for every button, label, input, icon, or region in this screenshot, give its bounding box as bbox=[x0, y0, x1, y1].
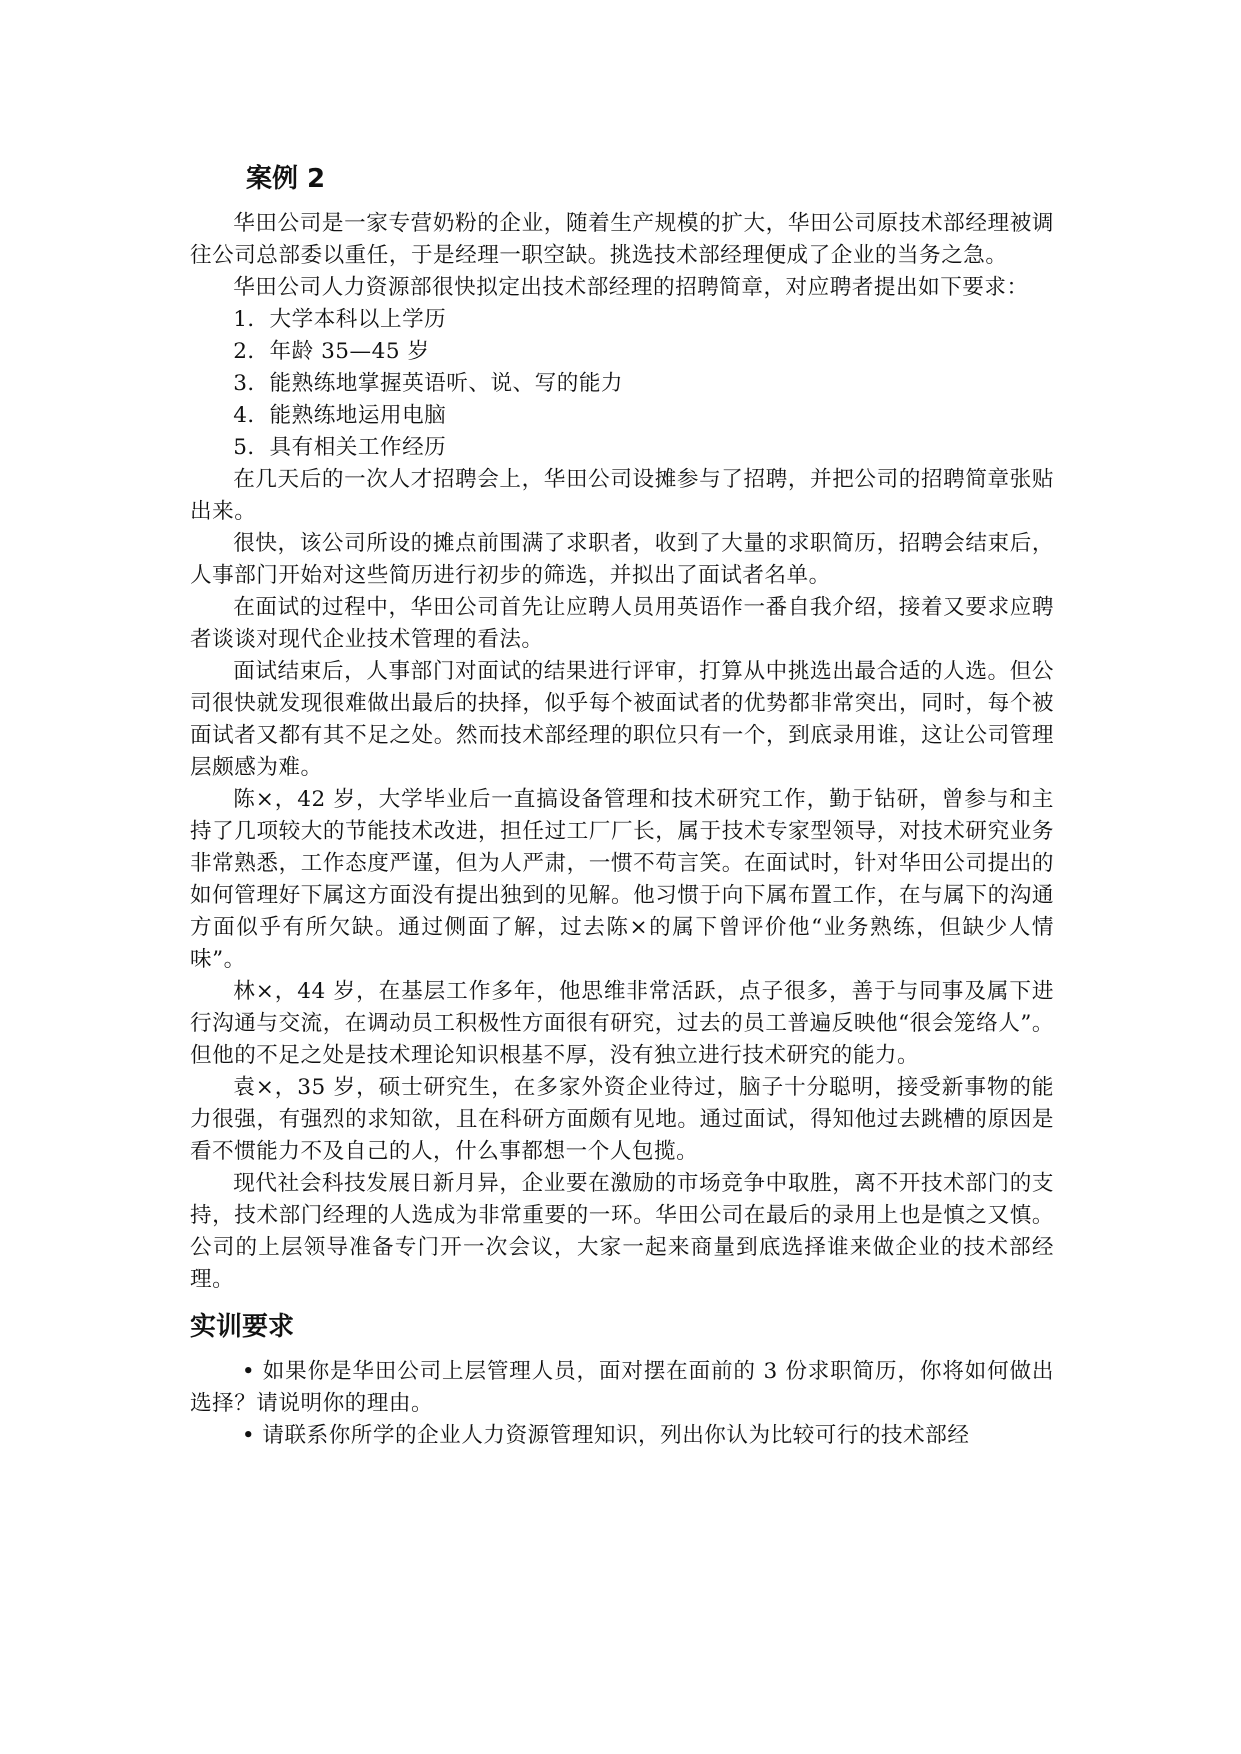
requirement-item: 4．能熟练地运用电脑 bbox=[233, 403, 447, 428]
body-paragraph: 面试结束后，人事部门对面试的结果进行评审，打算从中挑选出最合适的人选。但公司很快就发现很难做出最后的抉择，似乎每个被面试者的优势都非常突出，同时，每个被面试者又都有其不足之处。然而技术部经理的职位只有一个，到底录用谁，这让公司管理层颇感为难。 bbox=[190, 659, 1054, 780]
intro-paragraph: 华田公司人力资源部很快拟定出技术部经理的招聘简章，对应聘者提出如下要求： bbox=[233, 275, 1029, 300]
task-item: • 请联系你所学的企业人力资源管理知识，列出你认为比较可行的技术部经 bbox=[241, 1423, 970, 1448]
intro-paragraph: 华田公司是一家专营奶粉的企业，随着生产规模的扩大，华田公司原技术部经理被调往公司总部委以重任，于是经理一职空缺。挑选技术部经理便成了企业的当务之急。 bbox=[190, 211, 1054, 268]
body-paragraph: 在几天后的一次人才招聘会上，华田公司设摊参与了招聘，并把公司的招聘简章张贴出来。 bbox=[190, 467, 1054, 524]
case-title: 案例 2 bbox=[246, 164, 326, 194]
body-paragraph: 袁×，35 岁，硕士研究生，在多家外资企业待过，脑子十分聪明，接受新事物的能力很强，有强烈的求知欲，且在科研方面颇有见地。通过面试，得知他过去跳槽的原因是看不惯能力不及自己的人，什么事都想一个人包揽。 bbox=[190, 1075, 1054, 1164]
task-item: • 如果你是华田公司上层管理人员，面对摆在面前的 3 份求职简历，你将如何做出选择？请说明你的理由。 bbox=[190, 1359, 1054, 1416]
body-paragraph: 很快，该公司所设的摊点前围满了求职者，收到了大量的求职简历，招聘会结束后，人事部门开始对这些简历进行初步的筛选，并拟出了面试者名单。 bbox=[190, 531, 1054, 588]
document-page bbox=[190, 160, 1054, 1452]
body-paragraph: 陈×，42 岁，大学毕业后一直搞设备管理和技术研究工作，勤于钻研，曾参与和主持了几项较大的节能技术改进，担任过工厂厂长，属于技术专家型领导，对技术研究业务非常熟悉，工作态度严谨，但为人严肃，一惯不苟言笑。在面试时，针对华田公司提出的如何管理好下属这方面没有提出独到的见解。他习惯于向下属布置工作，在与属下的沟通方面似乎有所欠缺。通过侧面了解，过去陈×的属下曾评价他“业务熟练，但缺少人情味”。 bbox=[190, 787, 1054, 972]
body-paragraph: 现代社会科技发展日新月异，企业要在激励的市场竞争中取胜，离不开技术部门的支持，技术部门经理的人选成为非常重要的一环。华田公司在最后的录用上也是慎之又慎。公司的上层领导准备专门开一次会议，大家一起来商量到底选择谁来做企业的技术部经理。 bbox=[190, 1171, 1054, 1292]
body-paragraph: 林×，44 岁，在基层工作多年，他思维非常活跃，点子很多，善于与同事及属下进行沟通与交流，在调动员工积极性方面很有研究，过去的员工普遍反映他“很会笼络人”。但他的不足之处是技术理论知识根基不厚，没有独立进行技术研究的能力。 bbox=[190, 979, 1054, 1068]
body-paragraph: 在面试的过程中，华田公司首先让应聘人员用英语作一番自我介绍，接着又要求应聘者谈谈对现代企业技术管理的看法。 bbox=[190, 595, 1054, 652]
requirement-item: 2．年龄 35—45 岁 bbox=[233, 339, 430, 364]
section-title: 实训要求 bbox=[190, 1312, 295, 1342]
requirement-item: 3．能熟练地掌握英语听、说、写的能力 bbox=[233, 371, 624, 396]
requirement-item: 5．具有相关工作经历 bbox=[233, 435, 447, 460]
requirement-item: 1．大学本科以上学历 bbox=[233, 307, 447, 332]
requirements-list bbox=[190, 304, 1054, 464]
